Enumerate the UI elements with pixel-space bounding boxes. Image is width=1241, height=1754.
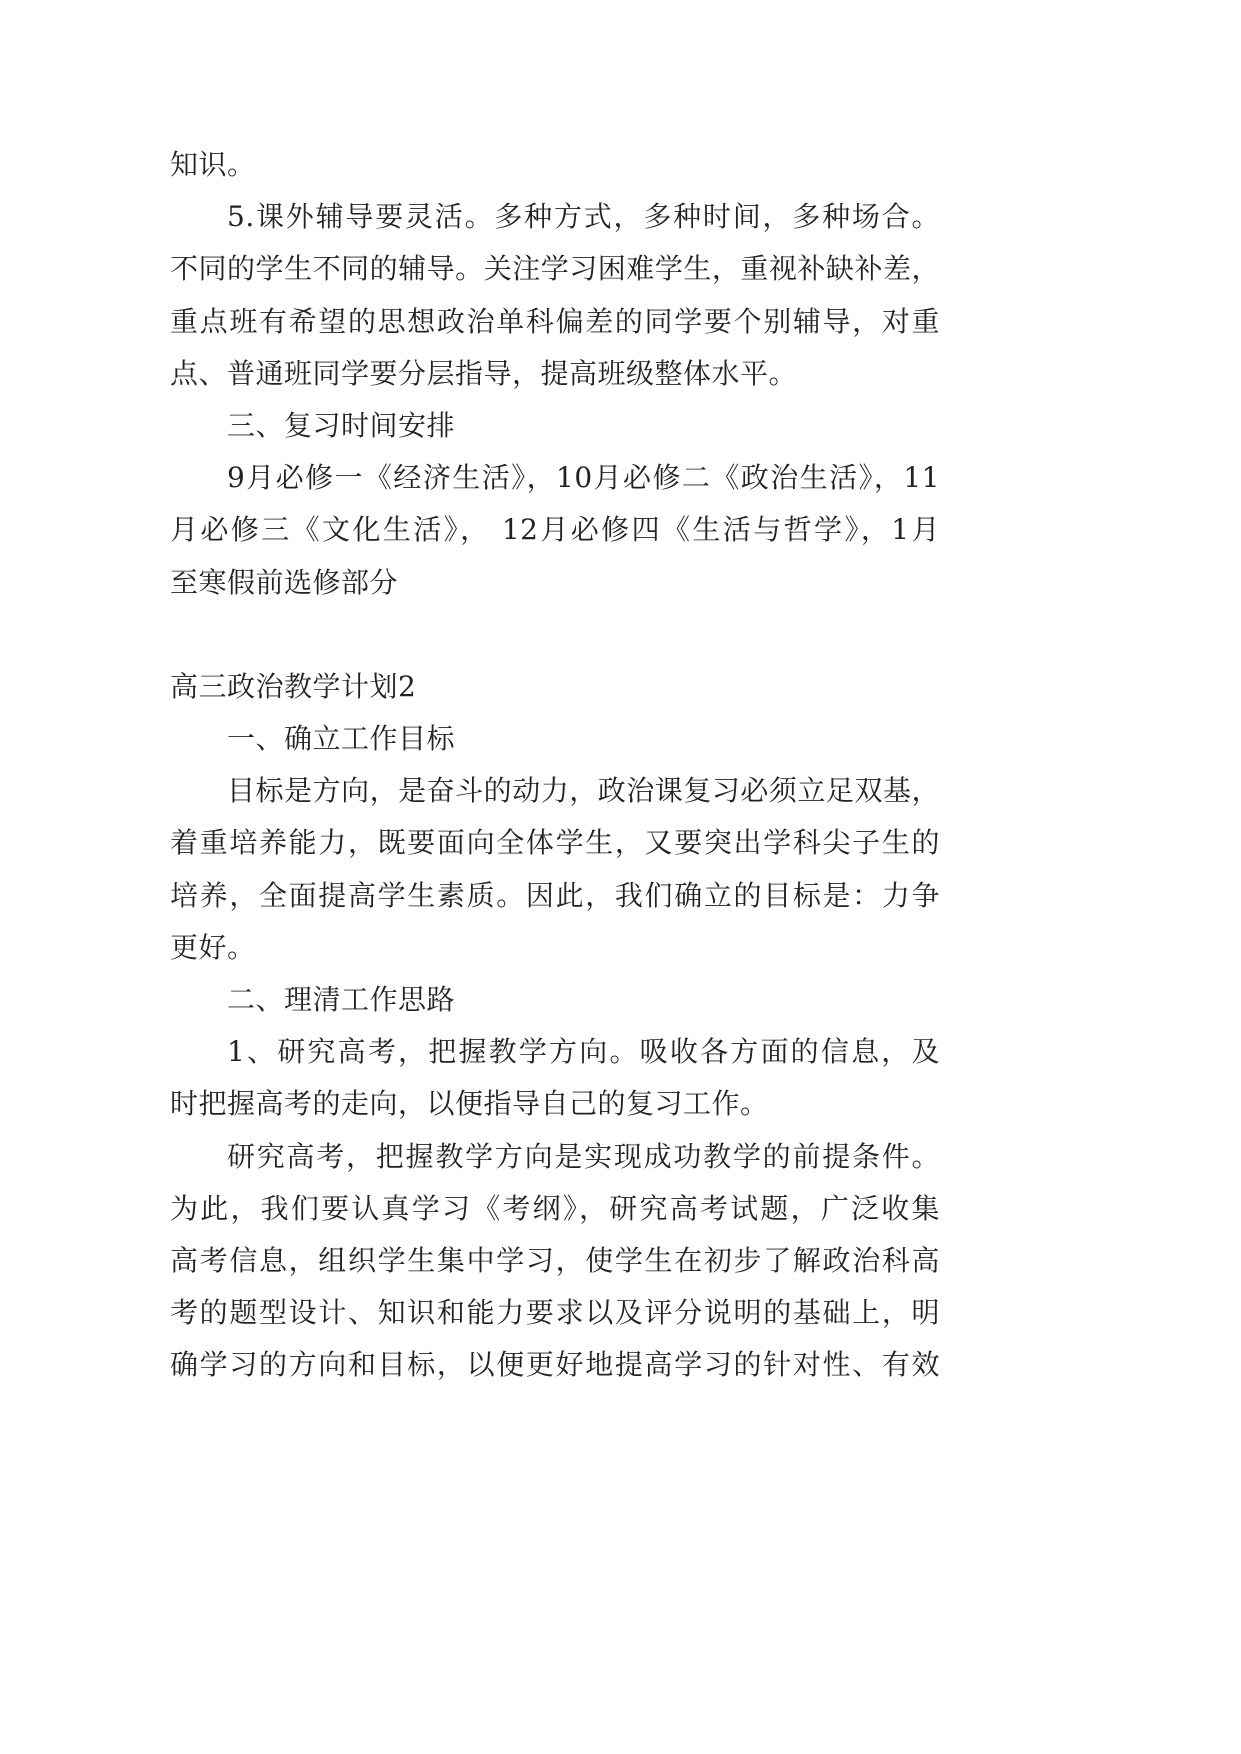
paragraph-line: 月必修三《文化生活》， 12月必修四《生活与哲学》，1月 <box>170 513 940 547</box>
paragraph-line: 重点班有希望的思想政治单科偏差的同学要个别辅导，对重 <box>170 304 940 338</box>
paragraph-line: 更好。 <box>170 930 256 964</box>
paragraph-line: 培养，全面提高学生素质。因此，我们确立的目标是：力争 <box>170 878 940 912</box>
paragraph-line: 确学习的方向和目标，以便更好地提高学习的针对性、有效 <box>170 1348 940 1382</box>
paragraph-line: 9月必修一《经济生活》，10月必修二《政治生活》，11 <box>227 461 940 495</box>
section-heading: 三、复习时间安排 <box>227 408 456 442</box>
section-heading: 一、确立工作目标 <box>227 722 456 756</box>
blank-line <box>170 609 960 661</box>
paragraph-line: 5.课外辅导要灵活。多种方式，多种时间，多种场合。 <box>227 200 940 234</box>
paragraph-line: 1、研究高考，把握教学方向。吸收各方面的信息，及 <box>227 1035 940 1069</box>
paragraph-line: 高考信息，组织学生集中学习，使学生在初步了解政治科高 <box>170 1243 940 1277</box>
document-body <box>170 139 960 1392</box>
paragraph-line: 研究高考，把握教学方向是实现成功教学的前提条件。 <box>227 1139 940 1173</box>
section-heading: 二、理清工作思路 <box>227 983 456 1016</box>
paragraph-line: 目标是方向，是奋斗的动力，政治课复习必须立足双基， <box>227 774 940 808</box>
paragraph-line: 知识。 <box>170 148 256 181</box>
paragraph-line: 时把握高考的走向，以便指导自己的复习工作。 <box>170 1087 769 1121</box>
paragraph-line: 至寒假前选修部分 <box>170 565 399 599</box>
paragraph-line: 考的题型设计、知识和能力要求以及评分说明的基础上，明 <box>170 1296 940 1330</box>
paragraph-line: 为此，我们要认真学习《考纲》，研究高考试题，广泛收集 <box>170 1191 940 1225</box>
paragraph-line: 点、普通班同学要分层指导，提高班级整体水平。 <box>170 356 798 390</box>
paragraph-line: 不同的学生不同的辅导。关注学习困难学生，重视补缺补差， <box>170 252 940 286</box>
paragraph-line: 着重培养能力，既要面向全体学生，又要突出学科尖子生的 <box>170 826 940 860</box>
document-title: 高三政治教学计划2 <box>170 669 417 703</box>
